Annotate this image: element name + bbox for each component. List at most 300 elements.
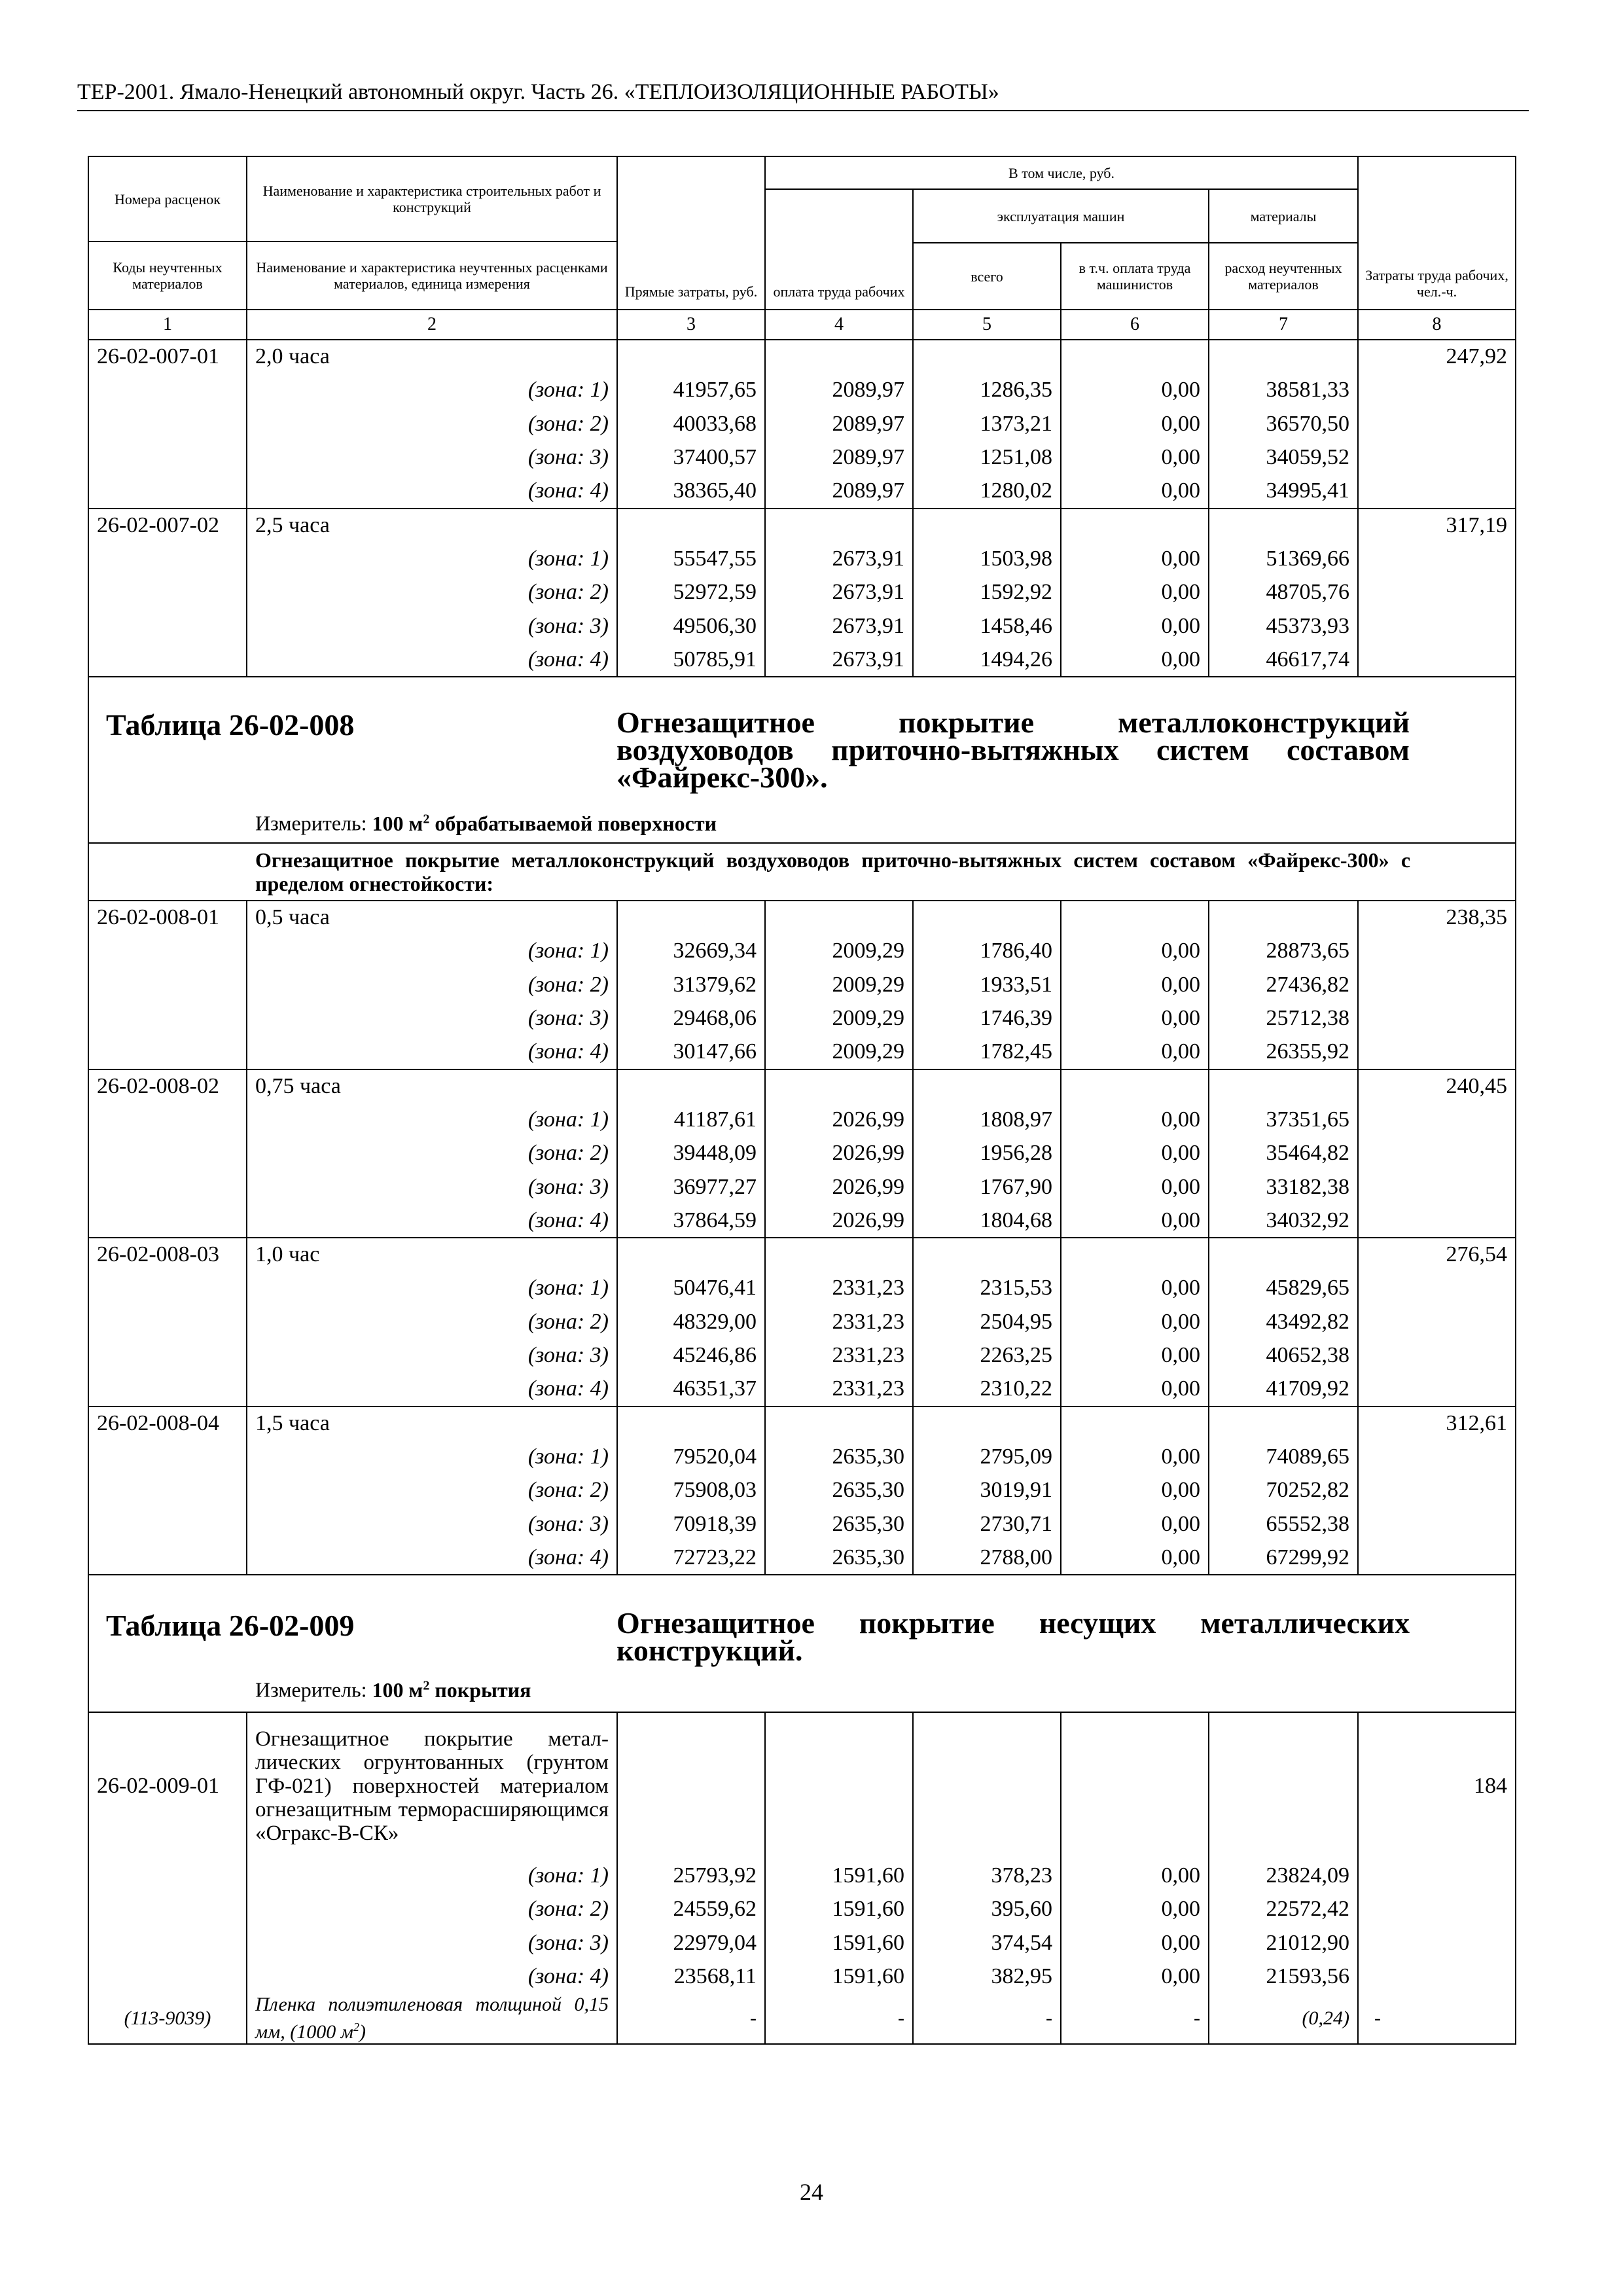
empty-cell — [88, 1893, 247, 1927]
empty-cell — [1358, 968, 1516, 1002]
col-number: 5 — [913, 310, 1061, 340]
empty-cell — [1358, 1474, 1516, 1508]
empty-cell — [1061, 340, 1209, 374]
rate-code: 26-02-009-01 — [88, 1712, 247, 1859]
header-labor: Затраты труда рабочих, чел.-ч. — [1358, 156, 1516, 310]
cost-value: 1591,60 — [765, 1893, 913, 1927]
cost-value: 23568,11 — [617, 1960, 765, 1994]
cost-value: 2730,71 — [913, 1507, 1061, 1541]
zone-row — [88, 643, 1516, 677]
empty-cell — [1358, 643, 1516, 677]
cost-value: 1286,35 — [913, 374, 1061, 408]
zone-label: (зона: 2) — [247, 1474, 617, 1508]
cost-value: 0,00 — [1061, 1960, 1209, 1994]
empty-cell — [88, 1272, 247, 1306]
empty-cell — [1061, 901, 1209, 935]
cost-value: 374,54 — [913, 1926, 1061, 1960]
empty-cell — [1358, 1204, 1516, 1238]
zone-row — [88, 1035, 1516, 1069]
empty-cell — [1209, 340, 1358, 374]
cost-value: 40033,68 — [617, 407, 765, 441]
material-name-tail: ) — [359, 2021, 366, 2043]
cost-value: 1280,02 — [913, 475, 1061, 509]
zone-row — [88, 1893, 1516, 1927]
col-number: 8 — [1358, 310, 1516, 340]
zone-row — [88, 968, 1516, 1002]
cost-value: 2635,30 — [765, 1440, 913, 1474]
cost-value: 48705,76 — [1209, 576, 1358, 610]
cost-value: 1373,21 — [913, 407, 1061, 441]
cost-value: 25712,38 — [1209, 1002, 1358, 1036]
cost-value: 34995,41 — [1209, 475, 1358, 509]
zone-label: (зона: 1) — [247, 1440, 617, 1474]
cost-value: 2673,91 — [765, 542, 913, 576]
cost-value: 49506,30 — [617, 609, 765, 643]
cost-value: 0,00 — [1061, 968, 1209, 1002]
cost-value: 40652,38 — [1209, 1339, 1358, 1373]
zone-row — [88, 1372, 1516, 1407]
cost-value: 0,00 — [1061, 609, 1209, 643]
rate-code: 26-02-008-04 — [88, 1407, 247, 1441]
zone-label: (зона: 3) — [247, 1339, 617, 1373]
zone-row — [88, 1474, 1516, 1508]
rate-row — [88, 1407, 1516, 1441]
header-row-1 — [88, 156, 1516, 189]
cost-value: 51369,66 — [1209, 542, 1358, 576]
cost-value: 1591,60 — [765, 1960, 913, 1994]
cost-value: 382,95 — [913, 1960, 1061, 1994]
zone-label: (зона: 3) — [247, 441, 617, 475]
cost-value: 2026,99 — [765, 1103, 913, 1137]
rate-name: 2,0 часа — [247, 340, 617, 374]
rate-name: Огнезащитное покрытие металлических огрунтованных (грунтом ГФ-021) поверхностей материалом огнезащитным терморасширяющимся «Огракс-В-СК» — [247, 1712, 617, 1859]
cost-value: 0,00 — [1061, 407, 1209, 441]
empty-cell — [1358, 1960, 1516, 1994]
empty-cell — [88, 935, 247, 969]
empty-cell — [1061, 509, 1209, 543]
empty-cell — [617, 340, 765, 374]
cost-value: 28873,65 — [1209, 935, 1358, 969]
empty-cell — [1061, 1712, 1209, 1859]
zone-row — [88, 374, 1516, 408]
cost-value: 2009,29 — [765, 935, 913, 969]
cost-value: 2635,30 — [765, 1507, 913, 1541]
cost-value: 0,00 — [1061, 935, 1209, 969]
empty-cell — [1209, 509, 1358, 543]
zone-row — [88, 1440, 1516, 1474]
cost-value: 0,00 — [1061, 1474, 1209, 1508]
material-value: (0,24) — [1209, 1994, 1358, 2044]
cost-value: 1591,60 — [765, 1859, 913, 1893]
cost-value: 0,00 — [1061, 441, 1209, 475]
zone-label: (зона: 2) — [247, 1137, 617, 1171]
empty-cell — [1358, 441, 1516, 475]
col-number: 3 — [617, 310, 765, 340]
empty-cell — [1358, 1440, 1516, 1474]
cost-value: 79520,04 — [617, 1440, 765, 1474]
empty-cell — [617, 509, 765, 543]
rate-code: 26-02-008-03 — [88, 1238, 247, 1272]
cost-value: 46617,74 — [1209, 643, 1358, 677]
zone-row — [88, 935, 1516, 969]
rate-code: 26-02-007-01 — [88, 340, 247, 374]
rate-name: 0,5 часа — [247, 901, 617, 935]
cost-value: 2331,23 — [765, 1305, 913, 1339]
rate-code: 26-02-007-02 — [88, 509, 247, 543]
cost-value: 1746,39 — [913, 1002, 1061, 1036]
cost-value: 1251,08 — [913, 441, 1061, 475]
unit-line — [255, 807, 717, 835]
col-number: 7 — [1209, 310, 1358, 340]
zone-label: (зона: 1) — [247, 935, 617, 969]
cost-value: 0,00 — [1061, 1204, 1209, 1238]
unit-sup: 2 — [423, 1678, 430, 1693]
cost-value: 2795,09 — [913, 1440, 1061, 1474]
labor-value: 317,19 — [1358, 509, 1516, 543]
cost-value: 65552,38 — [1209, 1507, 1358, 1541]
empty-cell — [88, 1926, 247, 1960]
cost-value: 52972,59 — [617, 576, 765, 610]
zone-row — [88, 1103, 1516, 1137]
cost-value: 2331,23 — [765, 1372, 913, 1407]
empty-cell — [1358, 609, 1516, 643]
cost-value: 2635,30 — [765, 1474, 913, 1508]
empty-cell — [765, 1712, 913, 1859]
unit-sup: 2 — [423, 812, 430, 826]
cost-value: 45246,86 — [617, 1339, 765, 1373]
cost-value: 34032,92 — [1209, 1204, 1358, 1238]
cost-value: 22572,42 — [1209, 1893, 1358, 1927]
empty-cell — [1358, 935, 1516, 969]
empty-cell — [1358, 1893, 1516, 1927]
empty-cell — [88, 1103, 247, 1137]
empty-cell — [88, 1960, 247, 1994]
table-title: Огнезащитное покрытие металлоконструкций воздуховодов приточно-вытяжных систем составом «Файрекс-300». — [616, 706, 1410, 794]
unit-label: Измеритель: — [255, 811, 367, 835]
cost-value: 1503,98 — [913, 542, 1061, 576]
zone-label: (зона: 2) — [247, 1893, 617, 1927]
cost-value: 1804,68 — [913, 1204, 1061, 1238]
zone-label: (зона: 4) — [247, 1541, 617, 1575]
empty-cell — [1358, 542, 1516, 576]
empty-cell — [1358, 1339, 1516, 1373]
zone-label: (зона: 4) — [247, 1204, 617, 1238]
empty-cell — [88, 374, 247, 408]
cost-value: 38581,33 — [1209, 374, 1358, 408]
zone-row — [88, 441, 1516, 475]
cost-value: 39448,09 — [617, 1137, 765, 1171]
unit-tail: обрабатываемой поверхности — [435, 811, 717, 835]
cost-value: 36570,50 — [1209, 407, 1358, 441]
cost-value: 45829,65 — [1209, 1272, 1358, 1306]
cost-value: 22979,04 — [617, 1926, 765, 1960]
empty-cell — [913, 1069, 1061, 1103]
table-description-row — [88, 843, 1516, 901]
cost-value: 2673,91 — [765, 643, 913, 677]
cost-value: 70252,82 — [1209, 1474, 1358, 1508]
zone-label: (зона: 1) — [247, 1272, 617, 1306]
material-value: - — [617, 1994, 765, 2044]
zone-label: (зона: 1) — [247, 1103, 617, 1137]
cost-value: 2331,23 — [765, 1339, 913, 1373]
empty-cell — [765, 340, 913, 374]
unit-tail: покрытия — [435, 1677, 531, 1702]
cost-value: 33182,38 — [1209, 1170, 1358, 1204]
empty-cell — [765, 1238, 913, 1272]
zone-label: (зона: 4) — [247, 1372, 617, 1407]
zone-row — [88, 542, 1516, 576]
cost-value: 38365,40 — [617, 475, 765, 509]
zone-label: (зона: 4) — [247, 475, 617, 509]
zone-label: (зона: 3) — [247, 609, 617, 643]
empty-cell — [765, 901, 913, 935]
cost-value: 0,00 — [1061, 1372, 1209, 1407]
zone-label: (зона: 3) — [247, 1507, 617, 1541]
empty-cell — [88, 1859, 247, 1893]
cost-value: 0,00 — [1061, 1305, 1209, 1339]
rate-code: 26-02-008-01 — [88, 901, 247, 935]
cost-value: 0,00 — [1061, 1541, 1209, 1575]
cost-value: 2089,97 — [765, 475, 913, 509]
unit-value: 100 м — [372, 1677, 423, 1702]
cost-value: 2089,97 — [765, 374, 913, 408]
cost-value: 1786,40 — [913, 935, 1061, 969]
empty-cell — [1358, 1103, 1516, 1137]
rate-row — [88, 1712, 1516, 1859]
empty-cell — [1358, 1035, 1516, 1069]
rates-table — [88, 156, 1516, 2045]
empty-cell — [913, 901, 1061, 935]
cost-value: 37351,65 — [1209, 1103, 1358, 1137]
material-value: - — [765, 1994, 913, 2044]
empty-cell — [617, 901, 765, 935]
zone-row — [88, 576, 1516, 610]
empty-cell — [617, 1407, 765, 1441]
empty-cell — [1358, 374, 1516, 408]
header-col-name: Наименование и характеристика строительных работ и конструкций — [247, 157, 616, 242]
empty-cell — [1209, 1712, 1358, 1859]
header-materials-unaccounted: расход неучтенных материалов — [1209, 243, 1358, 310]
zone-row — [88, 1272, 1516, 1306]
empty-cell — [88, 1339, 247, 1373]
cost-value: 67299,92 — [1209, 1541, 1358, 1575]
rate-row — [88, 509, 1516, 543]
empty-cell — [1061, 1407, 1209, 1441]
cost-value: 2315,53 — [913, 1272, 1061, 1306]
empty-cell — [1358, 1170, 1516, 1204]
cost-value: 75908,03 — [617, 1474, 765, 1508]
cost-value: 27436,82 — [1209, 968, 1358, 1002]
zone-label: (зона: 2) — [247, 1305, 617, 1339]
col-number: 1 — [88, 310, 247, 340]
empty-cell — [88, 1440, 247, 1474]
cost-value: 34059,52 — [1209, 441, 1358, 475]
zone-label: (зона: 4) — [247, 1035, 617, 1069]
cost-value: 50476,41 — [617, 1272, 765, 1306]
cost-value: 70918,39 — [617, 1507, 765, 1541]
zone-row — [88, 609, 1516, 643]
header-col-name-materials: Наименование и характеристика неучтенных расценками материалов, единица измерения — [256, 259, 608, 292]
cost-value: 30147,66 — [617, 1035, 765, 1069]
empty-cell — [88, 1474, 247, 1508]
cost-value: 46351,37 — [617, 1372, 765, 1407]
empty-cell — [1061, 1238, 1209, 1272]
cost-value: 50785,91 — [617, 643, 765, 677]
unit-label: Измеритель: — [255, 1677, 367, 1702]
cost-value: 37864,59 — [617, 1204, 765, 1238]
material-name — [247, 1994, 617, 2044]
cost-value: 41709,92 — [1209, 1372, 1358, 1407]
empty-cell — [913, 1407, 1061, 1441]
empty-cell — [913, 1238, 1061, 1272]
col-number: 2 — [247, 310, 617, 340]
rate-name: 1,0 час — [247, 1238, 617, 1272]
cost-value: 0,00 — [1061, 1339, 1209, 1373]
rate-row — [88, 1069, 1516, 1103]
empty-cell — [88, 441, 247, 475]
cost-value: 24559,62 — [617, 1893, 765, 1927]
header-machines-total: всего — [913, 243, 1061, 310]
cost-value: 1808,97 — [913, 1103, 1061, 1137]
zone-label: (зона: 4) — [247, 1960, 617, 1994]
empty-cell — [88, 1541, 247, 1575]
labor-value: 276,54 — [1358, 1238, 1516, 1272]
table-heading — [88, 677, 1516, 843]
col-number: 4 — [765, 310, 913, 340]
empty-cell — [1209, 901, 1358, 935]
cost-value: 36977,27 — [617, 1170, 765, 1204]
zone-row — [88, 1859, 1516, 1893]
zone-row — [88, 1002, 1516, 1036]
labor-value: 238,35 — [1358, 901, 1516, 935]
cost-value: 21593,56 — [1209, 1960, 1358, 1994]
zone-row — [88, 1926, 1516, 1960]
rate-row — [88, 340, 1516, 374]
cost-value: 3019,91 — [913, 1474, 1061, 1508]
cost-value: 0,00 — [1061, 1103, 1209, 1137]
zone-label: (зона: 3) — [247, 1926, 617, 1960]
empty-cell — [1358, 1859, 1516, 1893]
material-value: - — [1061, 1994, 1209, 2044]
table-heading-cell — [88, 1575, 1516, 1712]
table-number: Таблица 26-02-008 — [106, 708, 355, 742]
rate-row — [88, 1238, 1516, 1272]
cost-value: 1592,92 — [913, 576, 1061, 610]
labor-value: 184 — [1358, 1712, 1516, 1859]
cost-value: 0,00 — [1061, 1035, 1209, 1069]
material-labor: - — [1358, 1994, 1516, 2044]
empty-cell — [1209, 1238, 1358, 1272]
empty-cell — [1358, 1272, 1516, 1306]
zone-label: (зона: 2) — [247, 576, 617, 610]
rate-name: 0,75 часа — [247, 1069, 617, 1103]
empty-cell — [1358, 475, 1516, 509]
cost-value: 1956,28 — [913, 1137, 1061, 1171]
cost-value: 0,00 — [1061, 576, 1209, 610]
empty-cell — [1358, 1372, 1516, 1407]
cost-value: 0,00 — [1061, 1440, 1209, 1474]
header-machines-wages: в т.ч. оплата труда машинистов — [1061, 243, 1209, 310]
cost-value: 1933,51 — [913, 968, 1061, 1002]
cost-value: 1782,45 — [913, 1035, 1061, 1069]
header-numbers-row — [88, 310, 1516, 340]
empty-cell — [765, 1407, 913, 1441]
cost-value: 2673,91 — [765, 576, 913, 610]
empty-cell — [1358, 407, 1516, 441]
empty-cell — [1358, 1137, 1516, 1171]
empty-cell — [913, 509, 1061, 543]
empty-cell — [617, 1069, 765, 1103]
empty-cell — [88, 1204, 247, 1238]
empty-cell — [765, 509, 913, 543]
cost-value: 1767,90 — [913, 1170, 1061, 1204]
zone-row — [88, 1960, 1516, 1994]
cost-value: 0,00 — [1061, 1926, 1209, 1960]
empty-cell — [1209, 1069, 1358, 1103]
rate-name: 2,5 часа — [247, 509, 617, 543]
material-name-text: Пленка полиэтиленовая толщиной 0,15 мм, (1000 м — [255, 1994, 609, 2043]
cost-value: 2310,22 — [913, 1372, 1061, 1407]
empty-cell — [88, 1305, 247, 1339]
empty-cell — [1061, 1069, 1209, 1103]
empty-cell — [88, 1372, 247, 1407]
table-heading-cell — [88, 677, 1516, 843]
header-incl: В том числе, руб. — [765, 156, 1358, 189]
zone-row — [88, 1170, 1516, 1204]
empty-cell — [88, 1002, 247, 1036]
labor-value: 247,92 — [1358, 340, 1516, 374]
zone-label: (зона: 1) — [247, 1859, 617, 1893]
zone-row — [88, 407, 1516, 441]
cost-value: 45373,93 — [1209, 609, 1358, 643]
cost-value: 378,23 — [913, 1859, 1061, 1893]
zone-label: (зона: 1) — [247, 374, 617, 408]
col-number: 6 — [1061, 310, 1209, 340]
cost-value: 25793,92 — [617, 1859, 765, 1893]
cost-value: 72723,22 — [617, 1541, 765, 1575]
zone-row — [88, 1204, 1516, 1238]
cost-value: 0,00 — [1061, 643, 1209, 677]
empty-cell — [1358, 1305, 1516, 1339]
table-title: Огнезащитное покрытие несущих металлических конструкций. — [616, 1606, 1410, 1667]
cost-value: 2788,00 — [913, 1541, 1061, 1575]
cost-value: 2009,29 — [765, 968, 913, 1002]
cost-value: 21012,90 — [1209, 1926, 1358, 1960]
empty-cell — [88, 1137, 247, 1171]
empty-cell — [1358, 1926, 1516, 1960]
cost-value: 48329,00 — [617, 1305, 765, 1339]
cost-value: 1458,46 — [913, 609, 1061, 643]
cost-value: 0,00 — [1061, 475, 1209, 509]
empty-cell — [88, 542, 247, 576]
header-wages: оплата труда рабочих — [765, 189, 913, 310]
unit-value: 100 м — [372, 811, 423, 835]
cost-value: 43492,82 — [1209, 1305, 1358, 1339]
cost-value: 2673,91 — [765, 609, 913, 643]
header-col-codes-materials: Коды неучтенных материалов — [113, 259, 223, 292]
zone-row — [88, 1339, 1516, 1373]
cost-value: 74089,65 — [1209, 1440, 1358, 1474]
empty-cell — [88, 1170, 247, 1204]
cost-value: 41187,61 — [617, 1103, 765, 1137]
cost-value: 2026,99 — [765, 1170, 913, 1204]
empty-cell — [617, 1712, 765, 1859]
rate-name: 1,5 часа — [247, 1407, 617, 1441]
empty-cell — [88, 576, 247, 610]
empty-cell — [1209, 1407, 1358, 1441]
header-materials: материалы — [1209, 189, 1358, 243]
cost-value: 2089,97 — [765, 441, 913, 475]
